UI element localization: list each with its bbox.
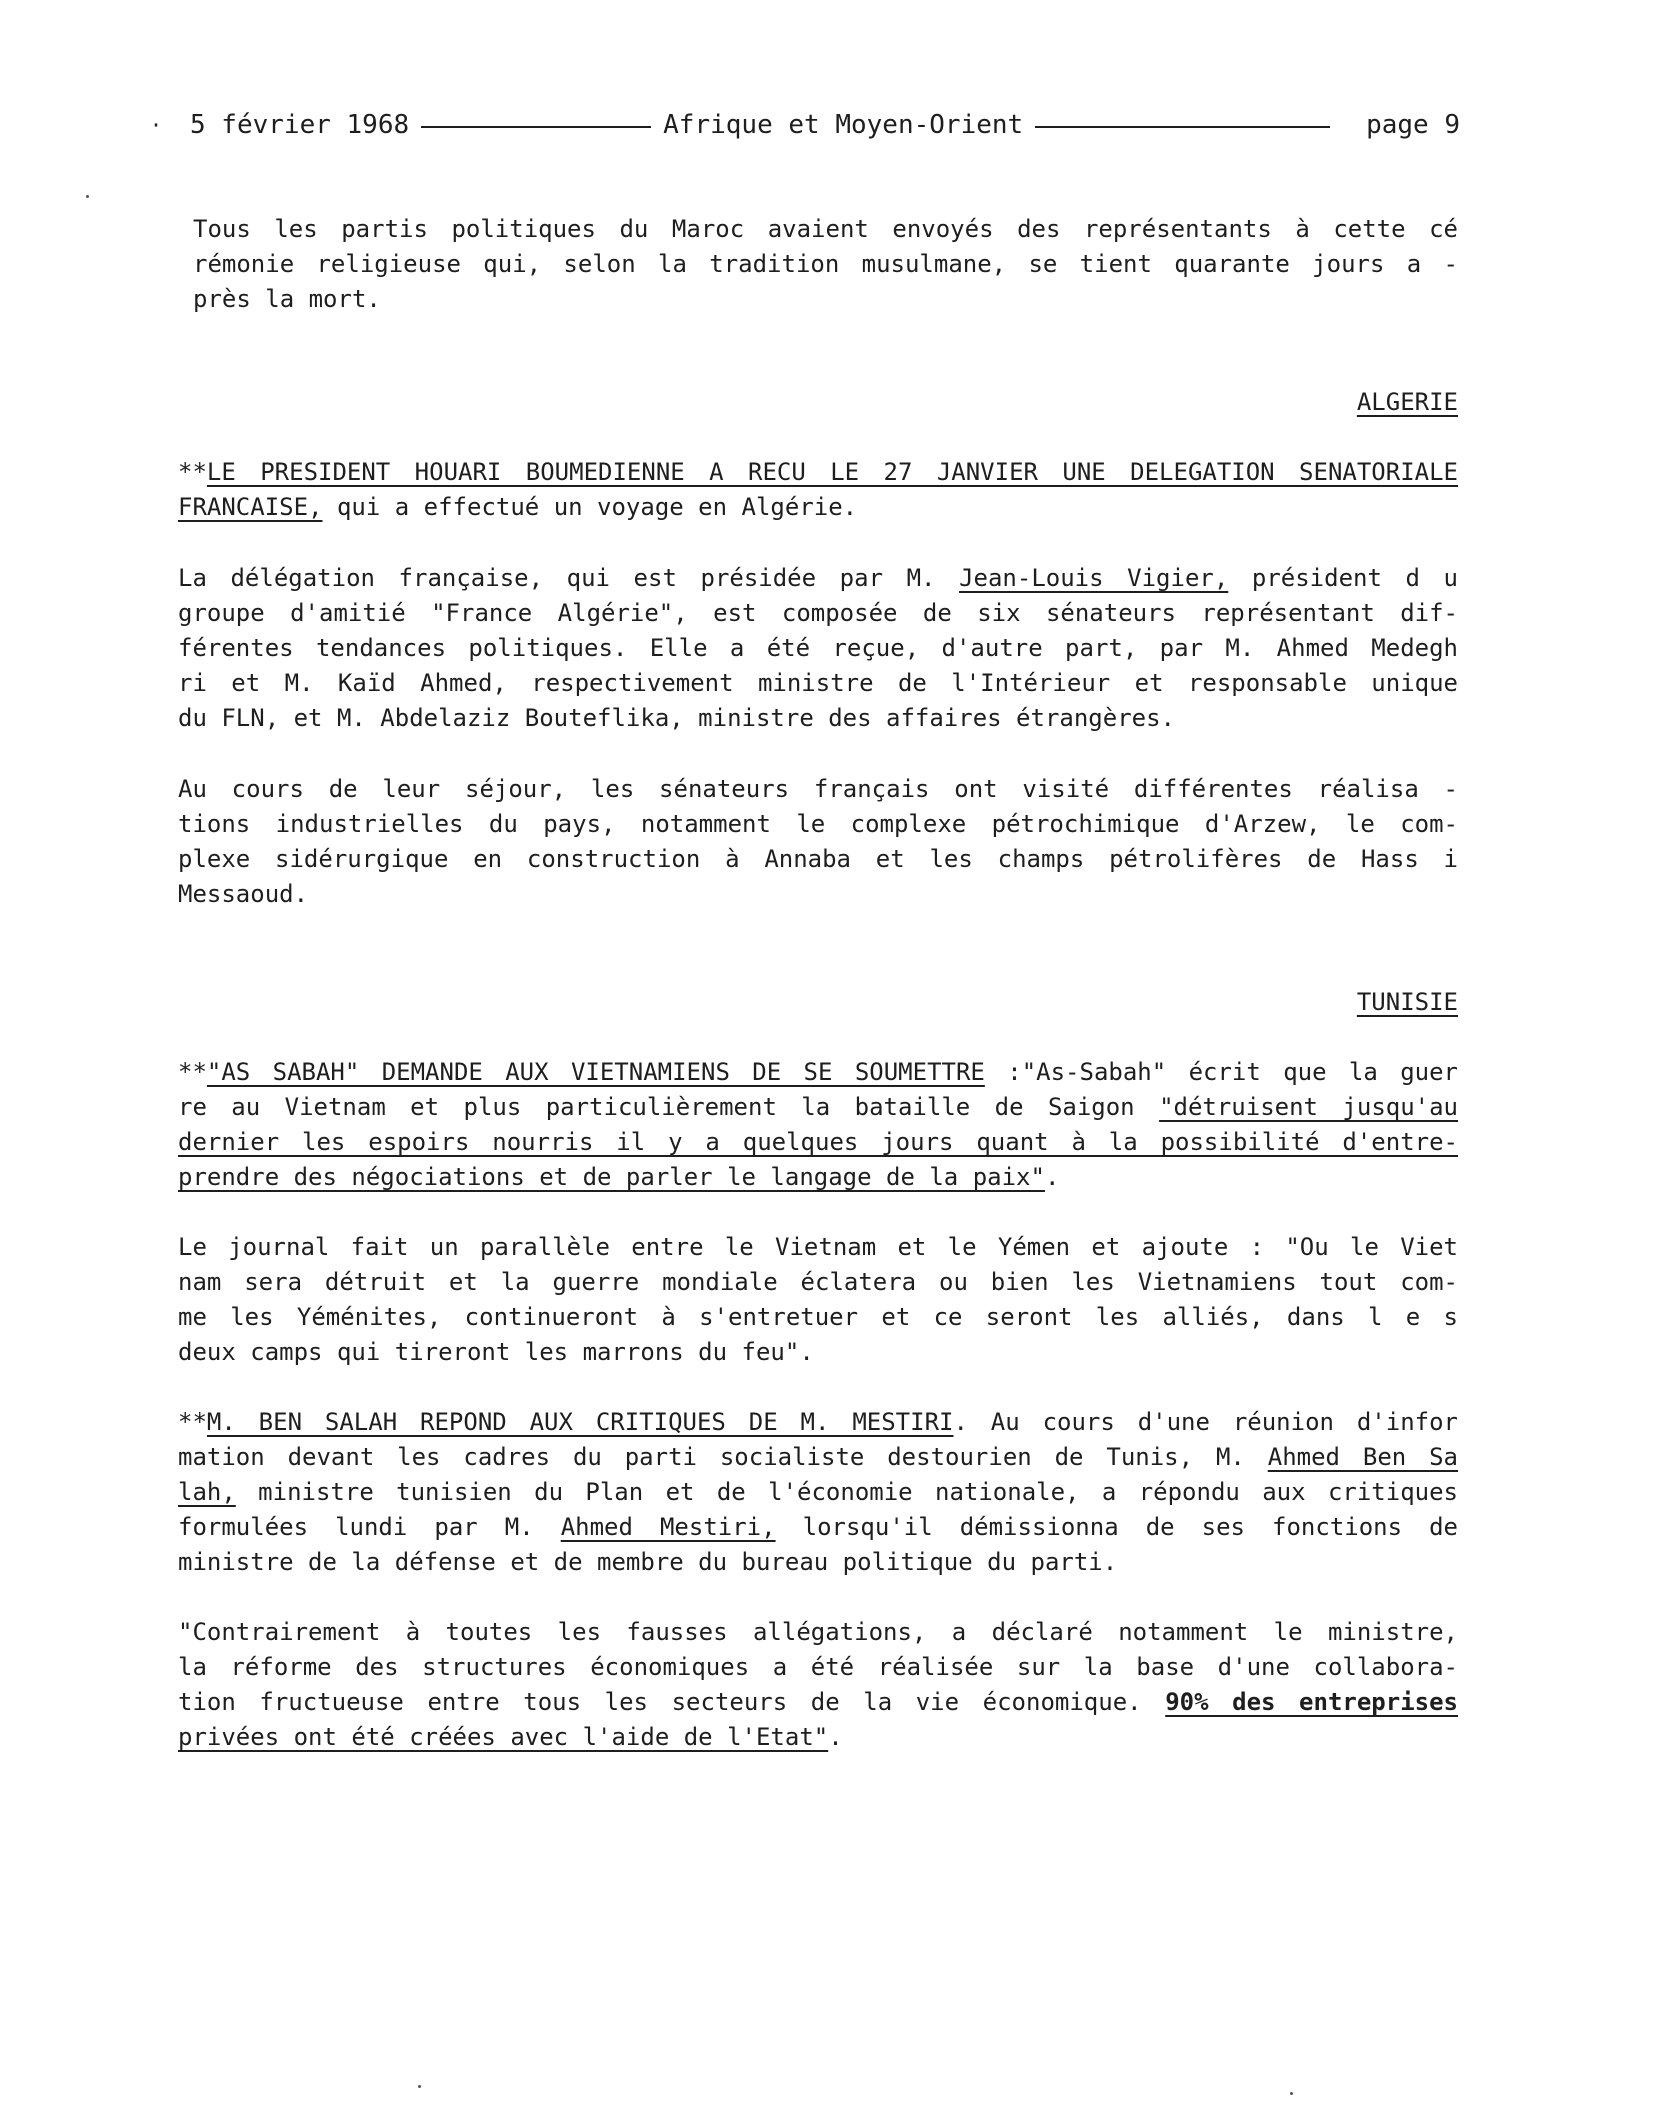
headline-prefix: ** (178, 1408, 207, 1436)
text-line (178, 1685, 1458, 1720)
header-page-number: page 9 (1366, 110, 1460, 140)
headline-underlined: FRANCAISE, (178, 493, 323, 521)
text-line (178, 1090, 1458, 1125)
algerie-paragraph-2 (178, 772, 1458, 912)
text-line: deux camps qui tireront les marrons du feu". (178, 1338, 814, 1366)
text-run: lorsqu'il démissionna de ses fonctions de (775, 1513, 1458, 1541)
tunisie-story-1-paragraph-2 (178, 1230, 1458, 1370)
quote-underlined: privées ont été créées avec l'aide de l'Etat" (178, 1723, 829, 1751)
text-line: ri et M. Kaïd Ahmed, respectivement ministre de l'Intérieur et responsable unique (178, 669, 1458, 697)
text-line: plexe sidérurgique en construction à Annaba et les champs pétrolifères de Hass i (178, 845, 1458, 873)
headline-prefix: ** (178, 1058, 207, 1086)
text-line (178, 1405, 1458, 1440)
text-run: La délégation française, qui est présidée par M. (178, 564, 960, 592)
text-run: formulées lundi par M. (178, 1513, 561, 1541)
text-run: :"As-Sabah" écrit que la guer (984, 1058, 1458, 1086)
scan-speck (418, 2085, 421, 2088)
text-line (178, 1510, 1458, 1545)
text-line (178, 1720, 1458, 1755)
quote-underlined: dernier les espoirs nourris il y a quelques jours quant à la possibilité d'entre- (178, 1128, 1458, 1156)
header-date: 5 février 1968 (190, 110, 410, 140)
text-run: ministre tunisien du Plan et de l'économie nationale, a répondu aux critiques (235, 1478, 1458, 1506)
text-line: du FLN, et M. Abdelaziz Bouteflika, ministre des affaires étrangères. (178, 704, 1175, 732)
person-name: Jean-Louis Vigier, (959, 564, 1229, 592)
person-name: Ahmed Ben Sa (1267, 1443, 1459, 1471)
text-run: . (1044, 1163, 1060, 1191)
text-line (178, 1475, 1458, 1510)
person-name: Ahmed Mestiri, (560, 1513, 776, 1541)
text-line: la réforme des structures économiques a été réalisée sur la base d'une collabora- (178, 1653, 1458, 1681)
header-rule-right (1035, 126, 1330, 128)
intro-line: près la mort. (193, 285, 381, 313)
header-rule-left (421, 126, 651, 128)
headline-underlined: LE PRESIDENT HOUARI BOUMEDIENNE A RECU LE 27 JANVIER UNE DELEGATION SENATORIALE (206, 458, 1458, 486)
text-line: nam sera détruit et la guerre mondiale éclatera ou bien les Vietnamiens tout com- (178, 1268, 1458, 1296)
algerie-paragraph-1 (178, 561, 1458, 736)
section-title-tunisie: TUNISIE (1356, 988, 1458, 1016)
header-bullet: · (150, 113, 163, 137)
text-run: . Au cours d'une réunion d'infor (953, 1408, 1458, 1436)
text-line: férentes tendances politiques. Elle a été reçue, d'autre part, par M. Ahmed Medegh (178, 634, 1458, 662)
tunisie-story-1 (178, 1055, 1458, 1195)
headline-prefix: ** (178, 458, 207, 486)
quote-underlined: 90% des entreprises (1165, 1688, 1458, 1716)
text-run: re au Vietnam et plus particulièrement la bataille de Saigon (178, 1093, 1160, 1121)
text-line: ministre de la défense et de membre du bureau politique du parti. (178, 1548, 1118, 1576)
scan-speck (86, 195, 89, 198)
scan-speck (1290, 2092, 1293, 2095)
text-run: . (828, 1723, 843, 1751)
headline-rest: qui a effectué un voyage en Algérie. (322, 493, 858, 521)
text-run: mation devant les cadres du parti socialiste destourien de Tunis, M. (178, 1443, 1268, 1471)
text-line (178, 561, 1458, 596)
text-line: Au cours de leur séjour, les sénateurs français ont visité différentes réalisa - (178, 775, 1458, 803)
intro-line: Tous les partis politiques du Maroc avaient envoyés des représentants à cette cé (193, 215, 1458, 243)
text-line (178, 1440, 1458, 1475)
text-line (178, 1125, 1458, 1160)
quote-underlined: prendre des négociations et de parler le langage de la paix" (178, 1163, 1045, 1191)
section-title-algerie: ALGERIE (1356, 388, 1458, 416)
text-line: Le journal fait un parallèle entre le Vietnam et le Yémen et ajoute : "Ou le Viet (178, 1233, 1458, 1261)
text-line: groupe d'amitié "France Algérie", est composée de six sénateurs représentant dif- (178, 599, 1458, 627)
headline-underlined: M. BEN SALAH REPOND AUX CRITIQUES DE M. MESTIRI (206, 1408, 954, 1436)
quote-underlined: "détruisent jusqu'au (1159, 1093, 1459, 1121)
text-line: me les Yéménites, continueront à s'entretuer et ce seront les alliés, dans l e s (178, 1303, 1458, 1331)
text-line: tions industrielles du pays, notamment le complexe pétrochimique d'Arzew, le com- (178, 810, 1458, 838)
tunisie-story-2 (178, 1405, 1458, 1580)
text-line (178, 1160, 1458, 1195)
text-run: président d u (1228, 564, 1458, 592)
headline-underlined: "AS SABAH" DEMANDE AUX VIETNAMIENS DE SE SOUMETTRE (206, 1058, 985, 1086)
algerie-headline (178, 455, 1458, 525)
intro-line: rémonie religieuse qui, selon la tradition musulmane, se tient quarante jours a - (193, 250, 1458, 278)
headline-line (178, 490, 1458, 525)
page-header (150, 108, 1460, 142)
header-section: Afrique et Moyen-Orient (663, 110, 1024, 140)
person-name: lah, (178, 1478, 236, 1506)
intro-paragraph (193, 212, 1458, 317)
text-line (178, 1055, 1458, 1090)
text-line: "Contrairement à toutes les fausses allégations, a déclaré notamment le ministre, (178, 1618, 1458, 1646)
tunisie-story-2-paragraph-2 (178, 1615, 1458, 1755)
text-line: Messaoud. (178, 880, 309, 908)
text-run: tion fructueuse entre tous les secteurs de la vie économique. (178, 1688, 1166, 1716)
headline-line (178, 455, 1458, 490)
